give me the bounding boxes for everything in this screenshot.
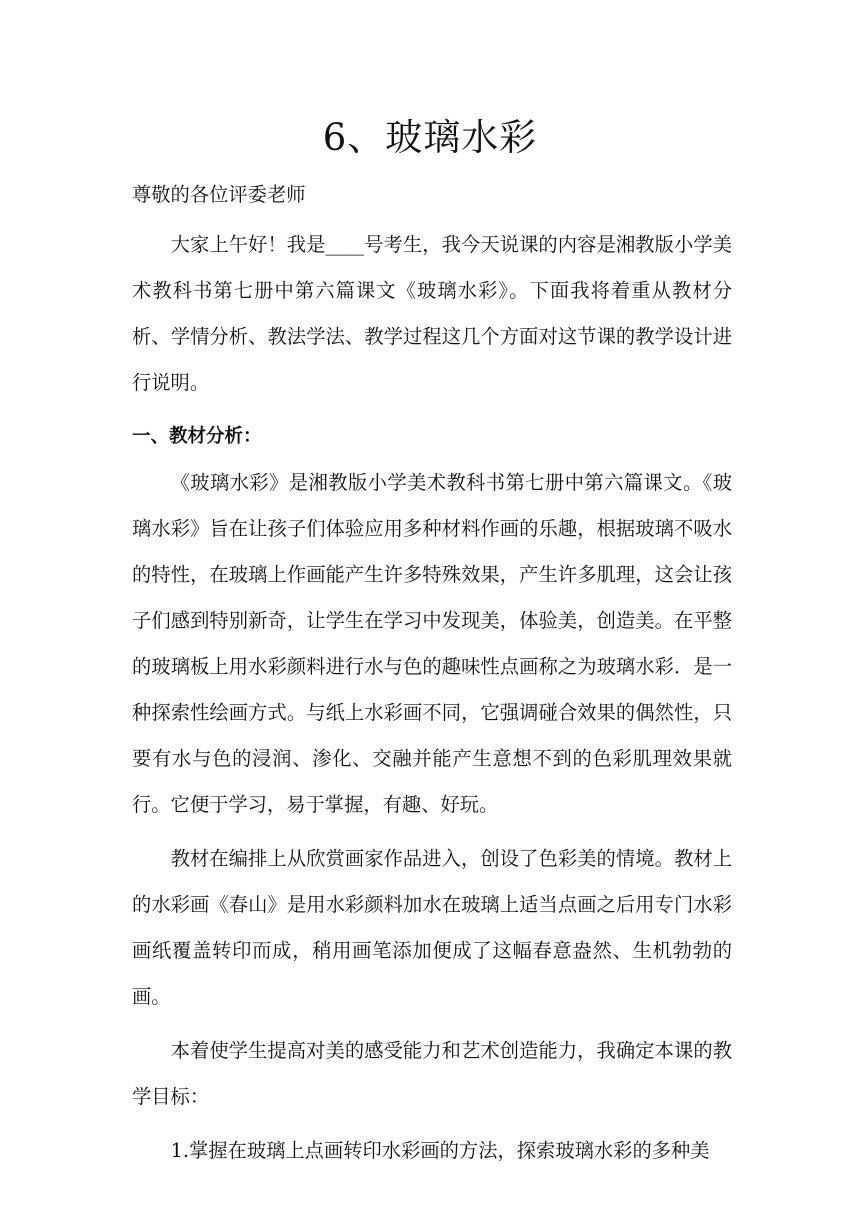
- paragraph-textbook-description: 《玻璃水彩》是湘教版小学美术教科书第七册中第六篇课文。《玻璃水彩》旨在让孩子们体验应用多种材料作画的乐趣，根据玻璃不吸水的特性，在玻璃上作画能产生许多特殊效果，产生许多肌理，这会让孩子们感到特别新奇，让学生在学习中发现美，体验美，创造美。在平整的玻璃板上用水彩颜料进行水与色的趣味性点画称之为玻璃水彩．是一种探索性绘画方式。与纸上水彩画不同，它强调碰合效果的偶然性，只要有水与色的浸润、渗化、交融并能产生意想不到的色彩肌理效果就行。它便于学习，易于掌握，有趣、好玩。: [132, 471, 732, 816]
- salutation: 尊敬的各位评委老师: [132, 183, 306, 206]
- page-title: 6、玻璃水彩: [322, 116, 538, 159]
- paragraph-goal-1: 1.掌握在玻璃上点画转印水彩画的方法，探索玻璃水彩的多种美: [170, 1139, 710, 1162]
- intro-paragraph: 大家上午好！我是____号考生，我今天说课的内容是湘教版小学美术教科书第七册中第六篇课文《玻璃水彩》。下面我将着重从教材分析、学情分析、教法学法、教学过程这几个方面对这节课的教学设计进行说明。: [132, 233, 732, 394]
- document-body: [132, 176, 732, 1174]
- paragraph-textbook-layout: 教材在编排上从欣赏画家作品进入，创设了色彩美的情境。教材上的水彩画《春山》是用水彩颜料加水在玻璃上适当点画之后用专门水彩画纸覆盖转印而成，稍用画笔添加便成了这幅春意盎然、生机勃勃的画。: [132, 847, 732, 1008]
- paragraph-teaching-goals-intro: 本着使学生提高对美的感受能力和艺术创造能力，我确定本课的教学目标：: [132, 1039, 732, 1108]
- section-heading-textbook-analysis: 一、教材分析：: [132, 426, 262, 447]
